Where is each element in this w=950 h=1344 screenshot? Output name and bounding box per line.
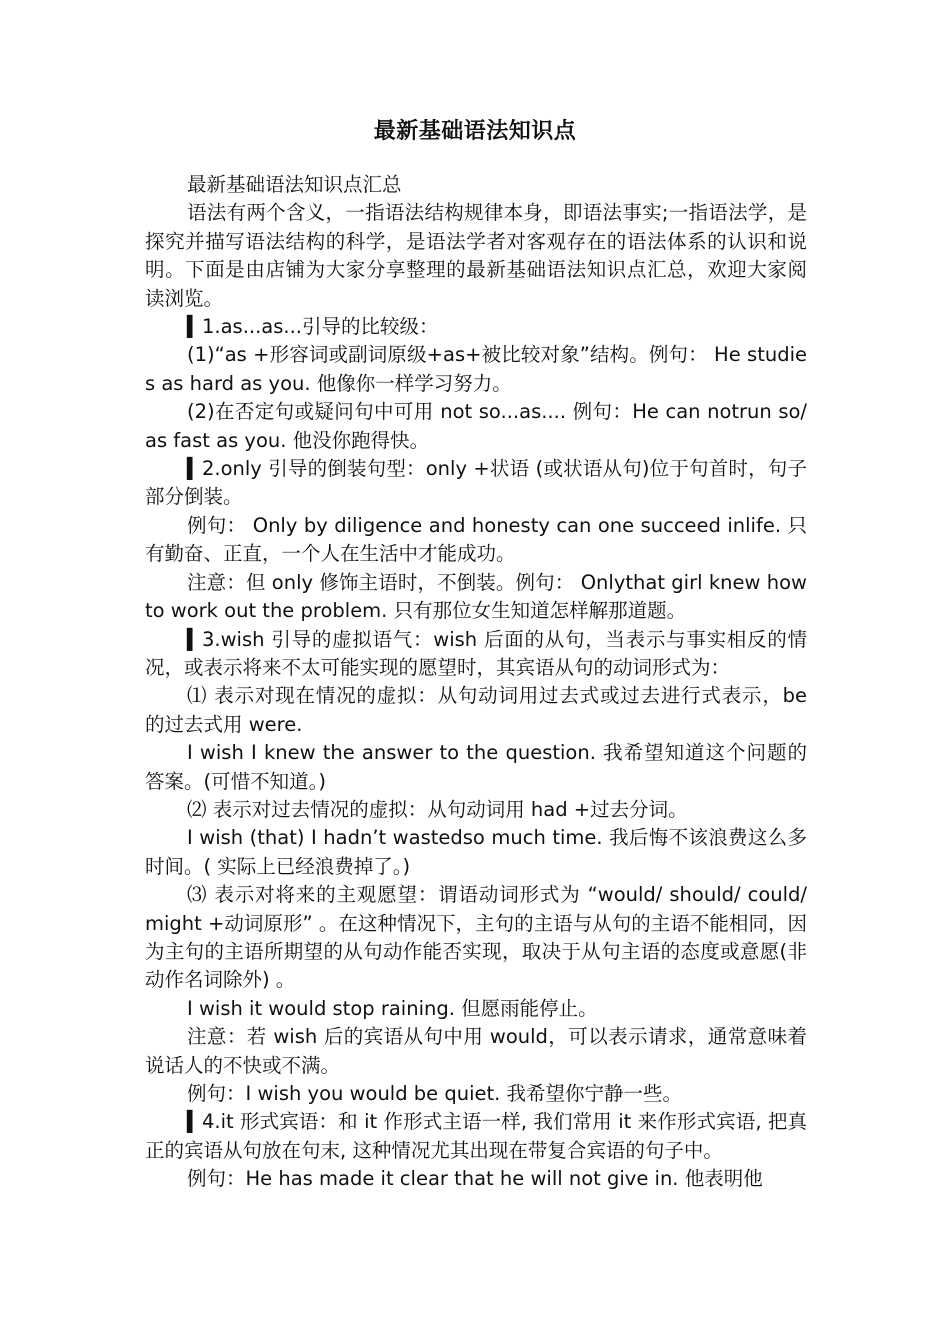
paragraph-it-object-example: 例句：He has made it clear that he will not give in. 他表明他 xyxy=(187,1167,763,1191)
paragraph-wish-future-example: I wish it would stop raining. 但愿雨能停止。 xyxy=(187,996,598,1020)
paragraph-summary-heading: 最新基础语法知识点汇总 xyxy=(187,173,402,196)
paragraph-wish-note: 注意：若 wish 后的宾语从句中用 would，可以表示请求，通常意味着说话人的不快或不满。 xyxy=(145,1025,807,1077)
section-heading-only-inversion: ▍2.only 引导的倒装句型：only +状语 (或状语从句)位于句首时，句子部分倒装。 xyxy=(145,457,807,509)
paragraph-intro: 语法有两个含义，一指语法结构规律本身，即语法事实;一指语法学，是探究并描写语法结构的科学，是语法学者对客观存在的语法体系的认识和说明。下面是由店铺为大家分享整理的最新基础语法知识点汇总，欢迎大家阅读浏览。 xyxy=(145,201,807,310)
paragraph-wish-future: ⑶ 表示对将来的主观愿望：谓语动词形式为 “would/ should/ could/ might +动词原形” 。在这种情况下，主句的主语与从句的主语不能相同，因为主句的主语所期望的从句动作能否实现，取决于从句主语的态度或意愿(非动作名词除外) 。 xyxy=(145,883,807,992)
paragraph-wish-present-example: I wish I knew the answer to the question. 我希望知道这个问题的答案。(可惜不知道。) xyxy=(145,741,807,793)
section-heading-as-as: ▍1.as...as...引导的比较级： xyxy=(187,315,439,339)
document-title: 最新基础语法知识点 xyxy=(373,119,577,144)
paragraph-wish-past-example: I wish (that) I hadn’t wastedso much time. 我后悔不该浪费这么多时间。( 实际上已经浪费掉了。) xyxy=(145,826,807,878)
section-heading-wish: ▍3.wish 引导的虚拟语气：wish 后面的从句，当表示与事实相反的情况，或表示将来不太可能实现的愿望时，其宾语从句的动词形式为： xyxy=(145,627,807,679)
paragraph-not-so-as: (2)在否定句或疑问句中可用 not so...as.... 例句：He can notrun so/as fast as you. 他没你跑得快。 xyxy=(145,400,807,452)
paragraph-wish-present: ⑴ 表示对现在情况的虚拟：从句动词用过去式或过去进行式表示，be 的过去式用 were. xyxy=(145,684,807,736)
paragraph-wish-past: ⑵ 表示对过去情况的虚拟：从句动词用 had +过去分词。 xyxy=(187,797,688,821)
paragraph-only-note: 注意：但 only 修饰主语时，不倒装。例句： Onlythat girl knew how to work out the problem. 只有那位女生知道怎样解那道题。 xyxy=(145,570,807,623)
document-body xyxy=(145,171,807,1194)
paragraph-only-example: 例句： Only by diligence and honesty can one succeed inlife. 只有勤奋、正直，一个人在生活中才能成功。 xyxy=(145,513,807,566)
paragraph-wish-note-example: 例句：I wish you would be quiet. 我希望你宁静一些。 xyxy=(187,1082,683,1105)
paragraph-as-as-structure: (1)“as +形容词或副词原级+as+被比较对象”结构。例句： He studies as hard as you. 他像你一样学习努力。 xyxy=(145,343,807,395)
section-heading-it-object: ▍4.it 形式宾语：和 it 作形式主语一样, 我们常用 it 来作形式宾语, 把真正的宾语从句放在句末, 这种情况尤其出现在带复合宾语的句子中。 xyxy=(145,1110,807,1162)
